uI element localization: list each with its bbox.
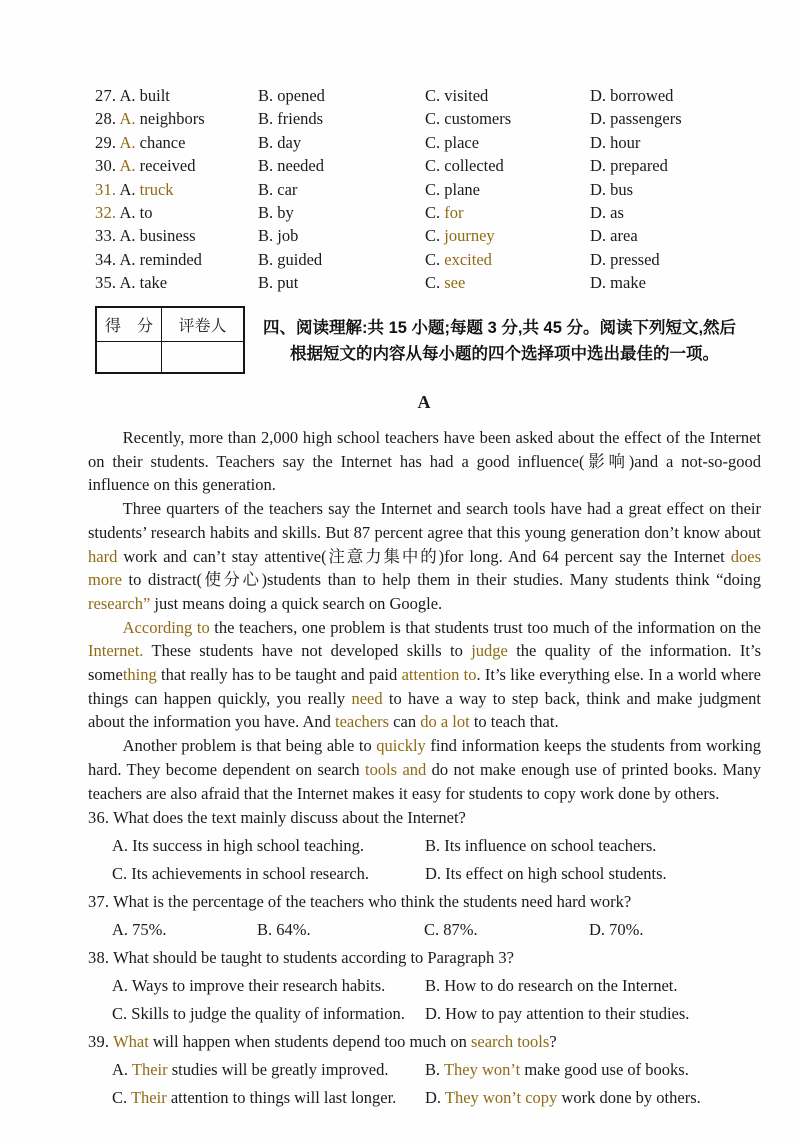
option-letter: A.: [112, 920, 129, 939]
cloze-cell: [590, 224, 765, 247]
option-letter: D.: [590, 202, 607, 222]
option-letter: D.: [590, 132, 607, 152]
cloze-cell: [425, 201, 590, 224]
cloze-cell: [258, 201, 425, 224]
option-letter: B.: [258, 226, 274, 246]
option-text: make good use of books.: [520, 1060, 689, 1079]
option-B: [258, 226, 298, 245]
option-text: bus: [610, 179, 634, 199]
passage-text: work and can’t stay attentive(注意力集中的)for long. And 64 percent say the Internet: [117, 546, 731, 566]
passage-text: to have a way to step back, think and make judgment about the information you have. And: [88, 688, 761, 732]
option-text: journey: [444, 226, 495, 246]
option-D: [590, 226, 638, 245]
passage-text: can: [389, 712, 421, 732]
passage-text: that really has to be taught and paid: [156, 665, 402, 685]
option-letter: C.: [425, 273, 441, 293]
option-letter: D.: [590, 273, 607, 293]
passage-text: Three quarters of the teachers say the Internet and search tools have had a great effect on their students’ research habits and skills. But 87 percent agree that this young generation don’t know about: [88, 499, 761, 542]
cloze-row: [95, 248, 765, 271]
option-C: [425, 86, 488, 105]
grader-value-cell: [162, 342, 243, 372]
cloze-cell: [95, 131, 258, 154]
passage-text-highlight: According to: [122, 617, 210, 637]
option-letter: C.: [425, 109, 441, 129]
cloze-cell: [590, 178, 765, 201]
option-B: [258, 250, 322, 269]
option-A: [119, 226, 195, 245]
cloze-cell: [425, 178, 590, 201]
cloze-row: [95, 154, 765, 177]
option-letter: C.: [425, 249, 441, 269]
option-D: [590, 250, 660, 269]
option-text: take: [139, 273, 168, 293]
question-number: 39.: [88, 1032, 110, 1051]
option-text: for: [444, 202, 464, 222]
option-letter: D.: [590, 109, 607, 129]
question-number: 35.: [95, 273, 117, 293]
passage-text: do not make enough use of printed books. Many teachers are also afraid that the Internet makes it easy for students to copy work done by others.: [88, 759, 761, 803]
option-A: [112, 972, 425, 1000]
option-A: [119, 109, 204, 128]
option-text: place: [444, 132, 480, 152]
cloze-row: [95, 107, 765, 130]
cloze-cell: [425, 248, 590, 271]
option-A: [119, 203, 152, 222]
option-text: needed: [277, 156, 324, 176]
option-letter: D.: [425, 864, 442, 883]
option-A: [112, 832, 425, 860]
option-letter: B.: [258, 109, 274, 129]
option-text: friends: [277, 109, 324, 129]
option-text: plane: [444, 179, 480, 199]
option-letter: C.: [425, 156, 441, 176]
option-letter: C.: [112, 864, 128, 883]
option-text: pressed: [610, 249, 660, 269]
cloze-cell: [258, 271, 425, 294]
cloze-cell: [95, 154, 258, 177]
option-letter: A.: [119, 202, 136, 222]
option-C: [112, 860, 425, 888]
option-text: received: [139, 156, 196, 176]
score-value-cell: [97, 342, 162, 372]
passage-text: the teachers, one problem is that students trust too much of the information on the: [209, 617, 761, 637]
option-text: attention to things will last longer.: [166, 1088, 397, 1107]
option-text: Its influence on school teachers.: [444, 836, 657, 855]
passage-text-highlight: Internet.: [88, 641, 144, 661]
option-letter: C.: [425, 226, 441, 246]
option-letter: A.: [112, 976, 129, 995]
cloze-cell: [590, 201, 765, 224]
section-instruction-line1: 四、阅读理解:共 15 小题;每题 3 分,共 45 分。阅读下列短文,然后: [263, 319, 737, 337]
option-B: [425, 972, 764, 1000]
option-B: [425, 832, 764, 860]
option-text: prepared: [610, 156, 668, 176]
option-D: [425, 860, 764, 888]
option-text: see: [444, 273, 466, 293]
section-instruction: [263, 315, 763, 367]
option-B: [425, 1056, 764, 1084]
option-letter: C.: [425, 202, 441, 222]
option-letter: C.: [112, 1004, 128, 1023]
option-text: car: [277, 179, 298, 199]
option-text-highlight: They won’t: [443, 1060, 521, 1079]
option-C: [425, 109, 511, 128]
option-text: job: [277, 226, 299, 246]
cloze-cell: [590, 271, 765, 294]
option-D: [425, 1084, 764, 1112]
cloze-cell: [425, 154, 590, 177]
question-text: ?: [549, 1032, 557, 1051]
cloze-cell: [425, 271, 590, 294]
option-B: [258, 273, 298, 292]
option-A: [119, 250, 201, 269]
option-letter: A.: [112, 836, 129, 855]
option-letter: D.: [590, 249, 607, 269]
passage-paragraph: [88, 497, 761, 616]
option-text: 64%.: [276, 920, 311, 939]
option-letter: B.: [425, 1060, 441, 1079]
question-number: 27.: [95, 86, 117, 105]
option-text: passengers: [610, 109, 682, 129]
question-number: 28.: [95, 109, 117, 129]
option-B: [258, 156, 324, 175]
option-D: [590, 156, 668, 175]
question-number: 30.: [95, 156, 117, 176]
passage-text-highlight: research”: [88, 593, 151, 613]
question-stem: [88, 888, 764, 916]
option-text: How to do research on the Internet.: [444, 976, 678, 995]
option-text: 70%.: [609, 920, 644, 939]
option-C: [425, 156, 504, 175]
option-C: [425, 180, 480, 199]
option-A: [112, 916, 257, 944]
option-letter: C.: [425, 179, 441, 199]
cloze-cell: [95, 107, 258, 130]
question-text: What should be taught to students according to Paragraph 3?: [113, 948, 515, 967]
passage-text: These students have not developed skills to: [143, 641, 472, 661]
option-C: [112, 1084, 425, 1112]
option-row: [88, 1084, 764, 1112]
option-A: [119, 86, 169, 105]
option-letter: A.: [119, 132, 136, 152]
option-letter: B.: [258, 273, 274, 293]
option-letter: D.: [589, 920, 606, 939]
cloze-cell: [590, 107, 765, 130]
question-text-highlight: What: [113, 1032, 149, 1051]
option-text: Its effect on high school students.: [445, 864, 667, 883]
cloze-cell: [95, 248, 258, 271]
passage-text: Recently, more than 2,000 high school teachers have been asked about the effect of the Internet on their students. Teachers say the Internet has had a good influence(影响)and a not-so-good influence on this generation.: [88, 428, 761, 495]
option-text: neighbors: [139, 109, 205, 129]
question-number: 33.: [95, 226, 117, 246]
option-row: [88, 832, 764, 860]
option-letter: A.: [119, 86, 136, 105]
question-text: What does the text mainly discuss about the Internet?: [113, 808, 466, 827]
passage-paragraph: [88, 616, 761, 735]
question-stem: [88, 1028, 764, 1056]
option-letter: B.: [258, 249, 274, 269]
option-letter: D.: [590, 156, 607, 176]
option-row: [88, 916, 764, 944]
cloze-cell: [590, 84, 765, 107]
option-letter: C.: [425, 86, 441, 105]
passage-text-highlight: attention to: [401, 665, 477, 685]
cloze-cell: [95, 201, 258, 224]
option-text: excited: [444, 249, 492, 269]
option-letter: A.: [119, 226, 136, 246]
option-D: [590, 133, 640, 152]
option-letter: B.: [258, 132, 274, 152]
option-text: Skills to judge the quality of information.: [131, 1004, 405, 1023]
option-text: make: [610, 273, 646, 293]
question-text: will happen when students depend too much on: [148, 1032, 471, 1051]
option-text: work done by others.: [557, 1088, 701, 1107]
option-letter: D.: [590, 86, 607, 105]
score-box: [95, 306, 245, 374]
passage-title: A: [417, 392, 431, 412]
cloze-row: [95, 178, 765, 201]
option-letter: B.: [258, 156, 274, 176]
option-text: studies will be greatly improved.: [167, 1060, 389, 1079]
option-text: Its success in high school teaching.: [132, 836, 365, 855]
question-number: 36.: [88, 808, 110, 827]
option-text-highlight: They won’t copy: [444, 1088, 558, 1107]
option-text-highlight: Their: [131, 1060, 168, 1079]
option-B: [257, 916, 424, 944]
option-letter: D.: [590, 179, 607, 199]
question-number: 31.: [95, 179, 117, 199]
option-text: by: [277, 202, 294, 222]
passage-text-highlight: tools and: [365, 759, 427, 779]
cloze-cell: [95, 224, 258, 247]
option-row: [88, 972, 764, 1000]
option-D: [590, 273, 646, 292]
passage-text: Another problem is that being able to: [122, 736, 377, 756]
option-B: [258, 180, 297, 199]
option-D: [589, 916, 764, 944]
cloze-cell: [95, 271, 258, 294]
passage-text-highlight: quickly: [376, 736, 426, 756]
option-text: guided: [277, 249, 323, 269]
cloze-row: [95, 201, 765, 224]
cloze-cell: [258, 131, 425, 154]
option-C: [112, 1000, 425, 1028]
question-number: 37.: [88, 892, 110, 911]
option-text: Ways to improve their research habits.: [131, 976, 386, 995]
passage-text: find information keeps the students from working hard. They become dependent on search: [88, 736, 761, 779]
section-instruction-line2: 根据短文的内容从每小题的四个选择项中选出最佳的一项。: [290, 345, 719, 363]
option-letter: B.: [258, 86, 274, 105]
option-A: [119, 273, 167, 292]
option-C: [425, 203, 464, 222]
option-C: [424, 916, 589, 944]
option-letter: C.: [425, 132, 441, 152]
question-number: 34.: [95, 249, 117, 269]
option-text: 75%.: [132, 920, 167, 939]
option-text: day: [277, 132, 302, 152]
option-text: customers: [444, 109, 512, 129]
option-letter: D.: [425, 1004, 442, 1023]
option-A: [119, 180, 173, 199]
option-letter: A.: [119, 249, 136, 269]
option-letter: B.: [258, 202, 274, 222]
cloze-options-table: [95, 84, 765, 295]
passage-text-highlight: do a lot: [420, 712, 470, 732]
option-text: Its achievements in school research.: [131, 864, 370, 883]
option-text: built: [139, 86, 170, 105]
reading-passage: [88, 426, 761, 805]
option-text: 87%.: [443, 920, 478, 939]
option-A: [119, 133, 185, 152]
question-number: 38.: [88, 948, 110, 967]
option-text: put: [277, 273, 299, 293]
cloze-cell: [590, 154, 765, 177]
option-B: [258, 109, 323, 128]
cloze-cell: [95, 178, 258, 201]
option-letter: D.: [590, 226, 607, 246]
option-A: [112, 1056, 425, 1084]
option-text: reminded: [139, 249, 202, 269]
cloze-row: [95, 224, 765, 247]
option-D: [590, 203, 624, 222]
passage-text: just means doing a quick search on Google.: [150, 593, 443, 613]
cloze-row: [95, 131, 765, 154]
option-D: [590, 180, 633, 199]
option-D: [590, 86, 673, 105]
option-text: borrowed: [610, 86, 674, 105]
option-letter: B.: [425, 976, 441, 995]
option-B: [258, 203, 294, 222]
option-text: How to pay attention to their studies.: [445, 1004, 690, 1023]
option-letter: A.: [112, 1060, 129, 1079]
option-C: [425, 226, 495, 245]
passage-text-highlight: hard: [88, 546, 118, 566]
cloze-row: [95, 84, 765, 107]
score-label: 得 分: [97, 308, 162, 342]
grader-label: 评卷人: [162, 308, 243, 342]
passage-paragraph: [88, 734, 761, 805]
option-letter: C.: [424, 920, 440, 939]
question-text-highlight: search tools: [470, 1032, 550, 1051]
option-text: business: [139, 226, 196, 246]
option-D: [590, 109, 682, 128]
option-row: [88, 1000, 764, 1028]
passage-text: to distract(使分心)students than to help them in their studies. Many students think “doing: [121, 570, 761, 590]
passage-text-highlight: judge: [471, 641, 508, 661]
option-letter: A.: [119, 179, 136, 199]
question-number: 32.: [95, 202, 117, 222]
option-text: collected: [444, 156, 504, 176]
passage-text-highlight: teachers: [335, 712, 390, 732]
cloze-cell: [258, 178, 425, 201]
comprehension-questions: [88, 804, 764, 1112]
option-letter: A.: [119, 156, 136, 176]
option-C: [425, 273, 465, 292]
option-text-highlight: Their: [130, 1088, 167, 1107]
option-text: area: [610, 226, 638, 246]
cloze-cell: [258, 248, 425, 271]
question-text: What is the percentage of the teachers who think the students need hard work?: [113, 892, 632, 911]
option-text: truck: [139, 179, 174, 199]
passage-text: . It’s like everything else. In a world where things can happen quickly, you really: [88, 665, 761, 708]
option-text: visited: [444, 86, 489, 105]
option-C: [425, 133, 479, 152]
cloze-cell: [258, 154, 425, 177]
cloze-cell: [258, 84, 425, 107]
cloze-row: [95, 271, 765, 294]
passage-text-highlight: thing: [122, 665, 157, 685]
cloze-cell: [425, 131, 590, 154]
option-letter: B.: [257, 920, 273, 939]
option-text: hour: [610, 132, 641, 152]
option-letter: B.: [425, 836, 441, 855]
passage-text: to teach that.: [469, 712, 559, 732]
option-C: [425, 250, 492, 269]
option-D: [425, 1000, 764, 1028]
cloze-cell: [425, 84, 590, 107]
option-text: as: [610, 202, 624, 222]
question-number: 29.: [95, 132, 117, 152]
question-stem: [88, 944, 764, 972]
option-text: chance: [139, 132, 186, 152]
option-text: to: [139, 202, 153, 222]
option-letter: C.: [112, 1088, 128, 1107]
passage-text: the quality of the information. It’s some: [88, 641, 761, 685]
passage-text-highlight: need: [351, 688, 383, 708]
option-B: [258, 133, 301, 152]
option-row: [88, 1056, 764, 1084]
option-text: opened: [277, 86, 325, 105]
question-stem: [88, 804, 764, 832]
option-letter: A.: [119, 109, 136, 129]
cloze-cell: [425, 224, 590, 247]
passage-paragraph: [88, 426, 761, 497]
cloze-cell: [258, 224, 425, 247]
option-letter: A.: [119, 273, 136, 293]
passage-text-highlight: does more: [88, 546, 761, 590]
cloze-cell: [258, 107, 425, 130]
option-A: [119, 156, 195, 175]
option-letter: B.: [258, 179, 274, 199]
cloze-cell: [425, 107, 590, 130]
cloze-cell: [590, 248, 765, 271]
cloze-cell: [590, 131, 765, 154]
option-letter: D.: [425, 1088, 442, 1107]
cloze-cell: [95, 84, 258, 107]
option-row: [88, 860, 764, 888]
option-B: [258, 86, 325, 105]
